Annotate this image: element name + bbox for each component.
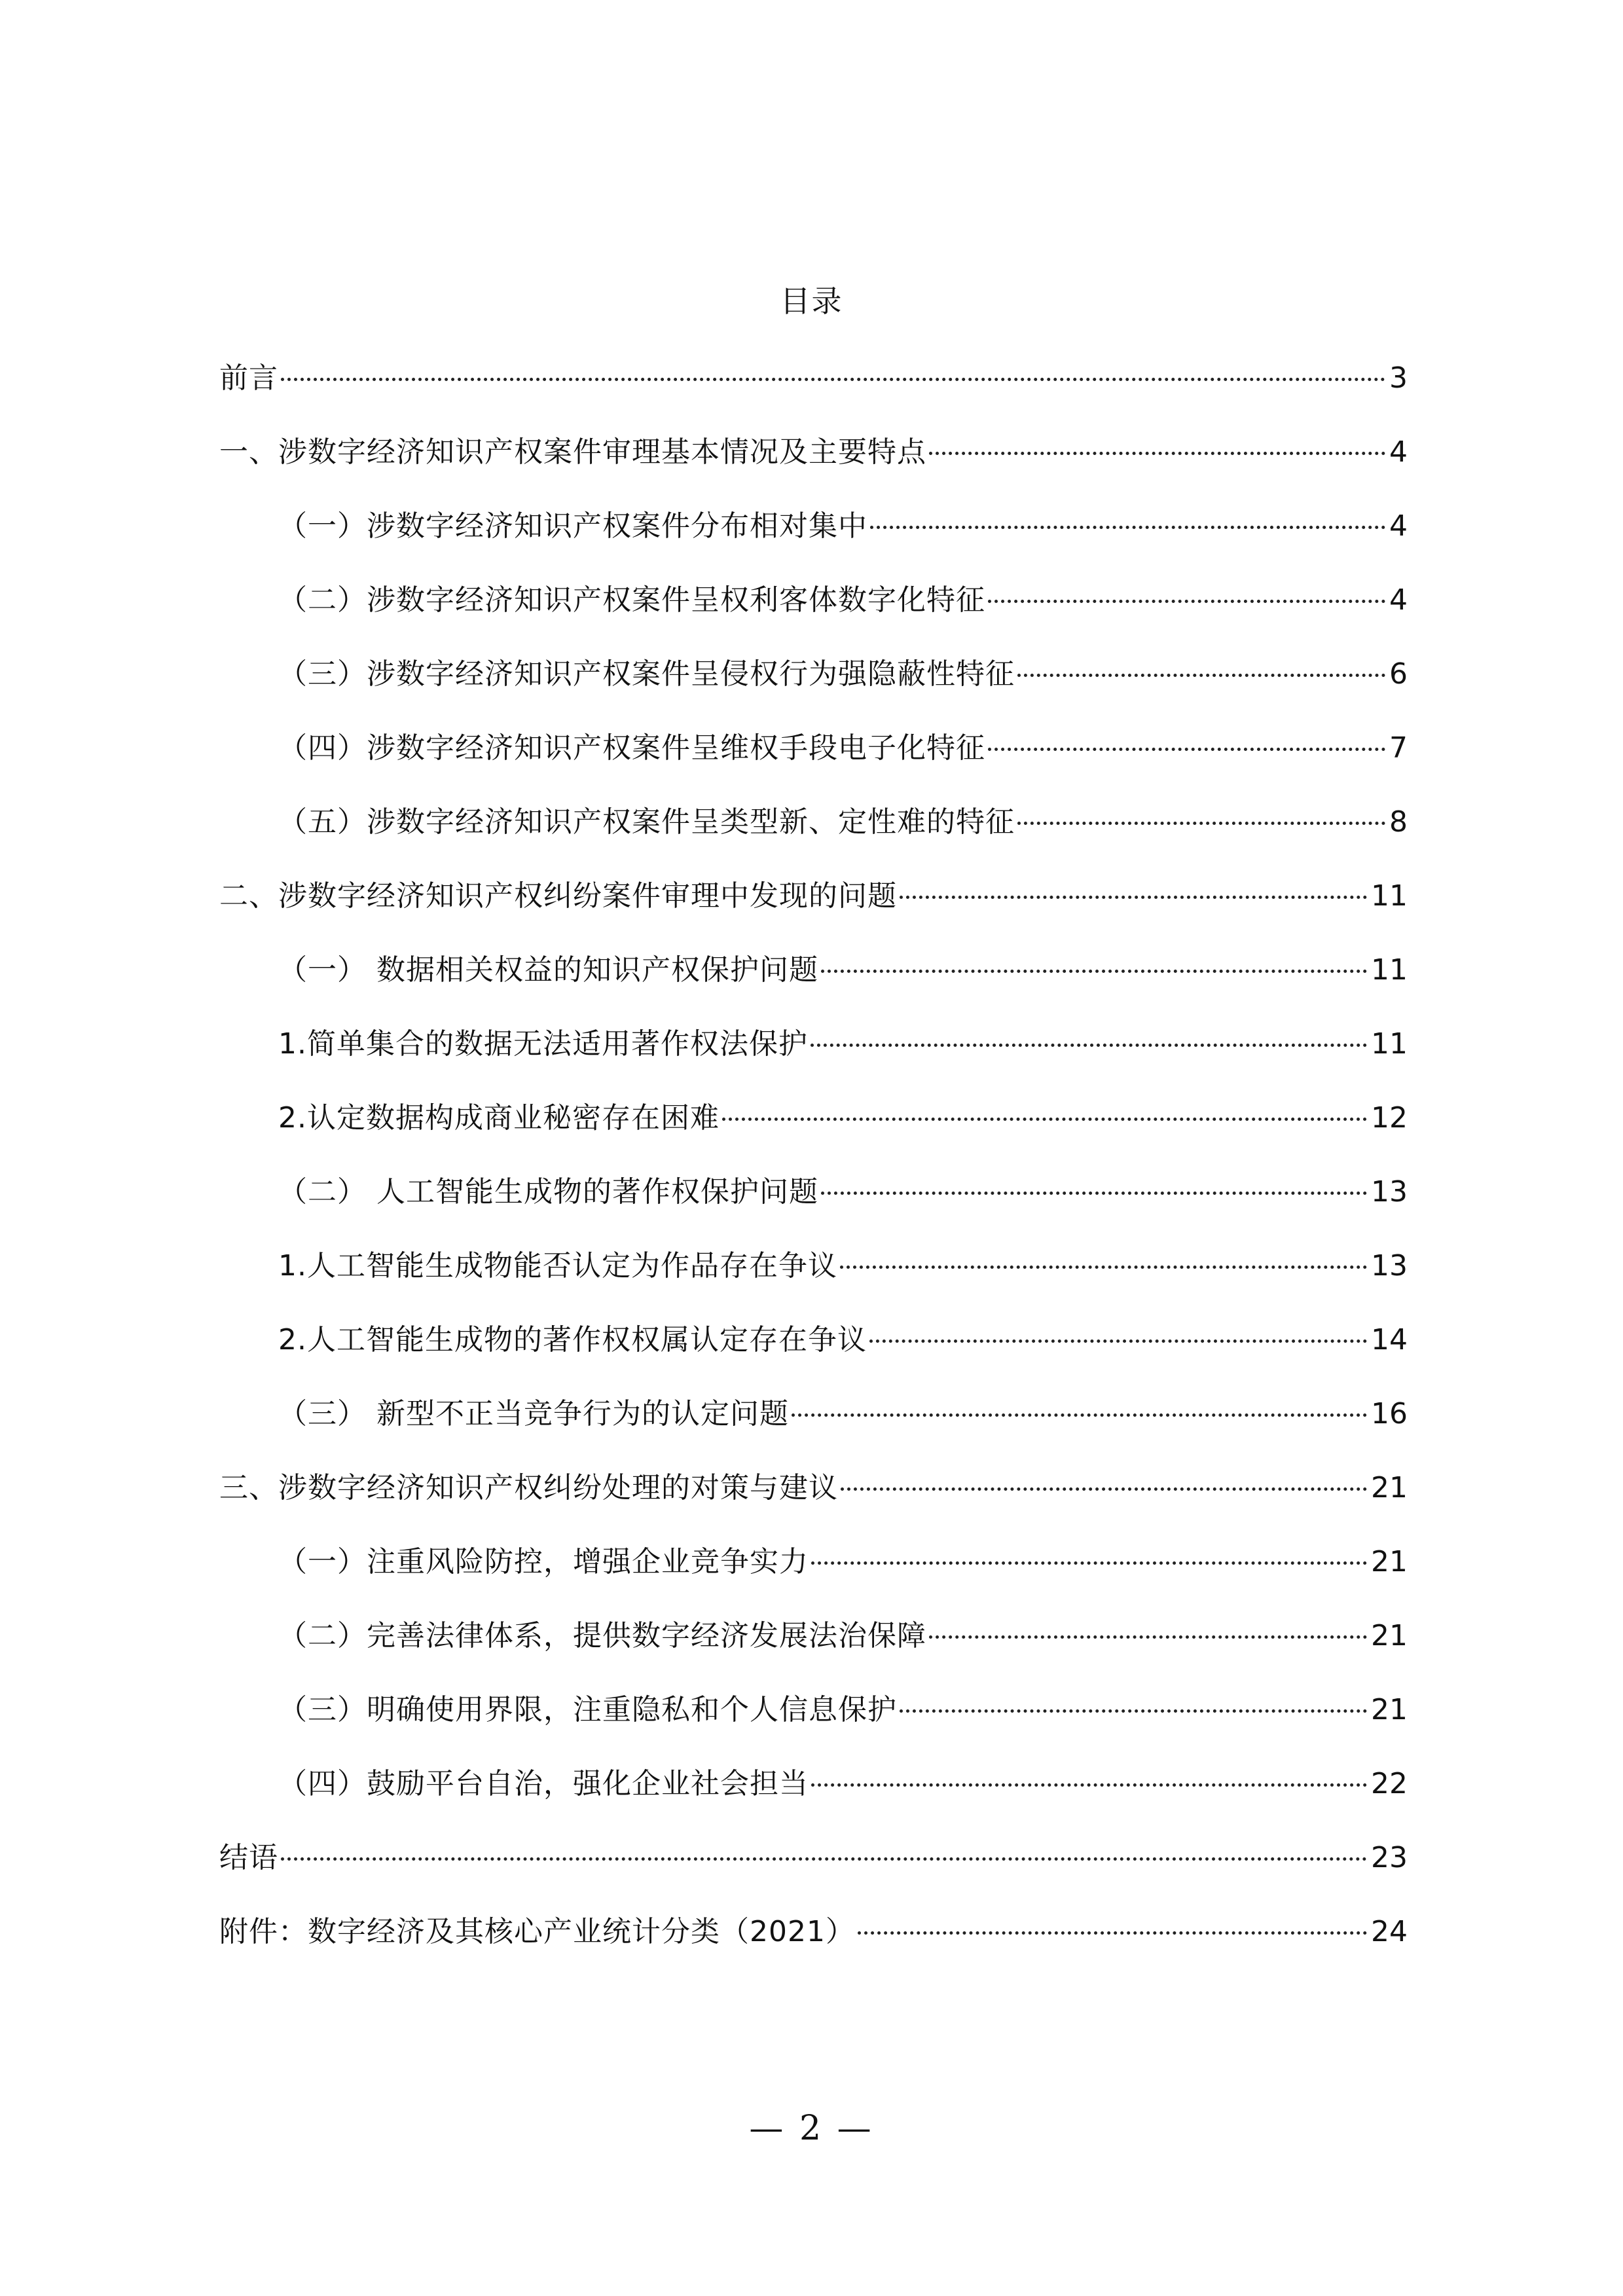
toc-entry-label: （四）涉数字经济知识产权案件呈维权手段电子化特征 <box>278 731 985 765</box>
toc-entry <box>278 1321 1408 1360</box>
toc-entry-page: 7 <box>1389 731 1408 765</box>
toc-entry-page: 24 <box>1371 1915 1408 1948</box>
toc-entry-label: 二、涉数字经济知识产权纠纷案件审理中发现的问题 <box>219 879 897 913</box>
toc-entry-label: 附件：数字经济及其核心产业统计分类（2021） <box>219 1915 855 1948</box>
dot-leader <box>811 1044 1367 1047</box>
dot-leader <box>792 1413 1367 1417</box>
toc-entry <box>278 1099 1408 1138</box>
toc-entry <box>278 1616 1408 1656</box>
toc-entry-label: （三） 新型不正当竞争行为的认定问题 <box>278 1397 789 1430</box>
toc-entry <box>278 1764 1408 1804</box>
toc-entry-page: 3 <box>1389 361 1408 395</box>
toc-entry-page: 14 <box>1371 1323 1408 1357</box>
dot-leader <box>821 1192 1367 1195</box>
toc-entry-page: 8 <box>1389 805 1408 839</box>
toc-entry-label: 结语 <box>219 1841 278 1874</box>
toc-entry-label: 2.人工智能生成物的著作权权属认定存在争议 <box>278 1323 867 1357</box>
dot-leader <box>1017 674 1385 677</box>
toc-entry-page: 21 <box>1371 1471 1408 1504</box>
toc-entry-page: 11 <box>1371 1027 1408 1061</box>
dot-leader <box>900 896 1367 899</box>
toc-entry <box>278 1173 1408 1212</box>
toc-entry-label: （一）注重风险防控，增强企业竞争实力 <box>278 1545 809 1578</box>
toc-entry <box>219 1912 1408 1952</box>
dot-leader <box>870 526 1385 529</box>
dot-leader <box>900 1709 1367 1713</box>
toc-entry <box>278 1247 1408 1286</box>
dot-leader <box>722 1118 1367 1121</box>
toc-entry <box>219 1468 1408 1508</box>
toc-entry-label: 三、涉数字经济知识产权纠纷处理的对策与建议 <box>219 1471 838 1504</box>
toc-entry <box>278 1542 1408 1582</box>
toc-entry <box>219 359 1408 398</box>
page-number: — 2 — <box>749 2109 874 2148</box>
toc-entry-label: 1.人工智能生成物能否认定为作品存在争议 <box>278 1249 837 1283</box>
dot-leader <box>988 748 1385 751</box>
dot-leader <box>821 970 1367 973</box>
dot-leader <box>858 1931 1367 1935</box>
toc-entry-page: 4 <box>1389 435 1408 469</box>
dot-leader <box>841 1487 1367 1491</box>
toc-entry-page: 4 <box>1389 583 1408 617</box>
toc-entry-page: 22 <box>1371 1767 1408 1800</box>
toc-entry-page: 16 <box>1371 1397 1408 1430</box>
toc-entry-label: 2.认定数据构成商业秘密存在困难 <box>278 1101 720 1135</box>
toc-entry-page: 6 <box>1389 657 1408 691</box>
toc-entry-label: （五）涉数字经济知识产权案件呈类型新、定性难的特征 <box>278 805 1015 839</box>
toc-entry <box>219 1838 1408 1878</box>
toc-entry-label: 前言 <box>219 361 278 395</box>
toc-entry-page: 21 <box>1371 1693 1408 1726</box>
toc-entry-page: 13 <box>1371 1175 1408 1209</box>
toc-entry-page: 11 <box>1371 879 1408 913</box>
dot-leader <box>281 378 1385 381</box>
dot-leader <box>929 1635 1367 1639</box>
toc-entry <box>278 729 1408 768</box>
toc-entry-label: （四）鼓励平台自治，强化企业社会担当 <box>278 1767 809 1800</box>
toc-entry-label: （二） 人工智能生成物的著作权保护问题 <box>278 1175 818 1209</box>
dot-leader <box>929 452 1385 455</box>
dot-leader <box>281 1857 1367 1861</box>
dot-leader <box>988 600 1385 603</box>
toc-entry <box>278 1394 1408 1434</box>
dot-leader <box>869 1339 1367 1343</box>
toc-entry-label: （一） 数据相关权益的知识产权保护问题 <box>278 953 818 987</box>
toc-entry <box>278 1690 1408 1730</box>
toc-entry-page: 23 <box>1371 1841 1408 1874</box>
toc-entry <box>278 1025 1408 1064</box>
dot-leader <box>840 1266 1367 1269</box>
toc-entry-label: （一）涉数字经济知识产权案件分布相对集中 <box>278 509 867 543</box>
toc-entry-label: 1.简单集合的数据无法适用著作权法保护 <box>278 1027 808 1061</box>
dot-leader <box>1017 822 1385 825</box>
toc-entry <box>278 655 1408 694</box>
toc-entry-label: （二）完善法律体系，提供数字经济发展法治保障 <box>278 1619 926 1652</box>
toc-entry-label: 一、涉数字经济知识产权案件审理基本情况及主要特点 <box>219 435 926 469</box>
toc-entry-label: （二）涉数字经济知识产权案件呈权利客体数字化特征 <box>278 583 985 617</box>
dot-leader <box>811 1561 1367 1565</box>
toc-entry-page: 4 <box>1389 509 1408 543</box>
toc-entry-page: 21 <box>1371 1545 1408 1578</box>
toc-entry <box>278 951 1408 990</box>
toc-entry-page: 21 <box>1371 1619 1408 1652</box>
toc-entry-label: （三）明确使用界限，注重隐私和个人信息保护 <box>278 1693 897 1726</box>
toc-entry <box>219 433 1408 472</box>
toc-entry <box>278 581 1408 620</box>
toc-entry <box>278 507 1408 546</box>
toc-entry <box>219 877 1408 916</box>
toc-entry-page: 11 <box>1371 953 1408 987</box>
toc-entry-page: 13 <box>1371 1249 1408 1283</box>
toc-title: 目录 <box>780 283 843 319</box>
toc-entry <box>278 803 1408 842</box>
toc-entry-page: 12 <box>1371 1101 1408 1135</box>
dot-leader <box>811 1783 1367 1787</box>
toc-entry-label: （三）涉数字经济知识产权案件呈侵权行为强隐蔽性特征 <box>278 657 1015 691</box>
